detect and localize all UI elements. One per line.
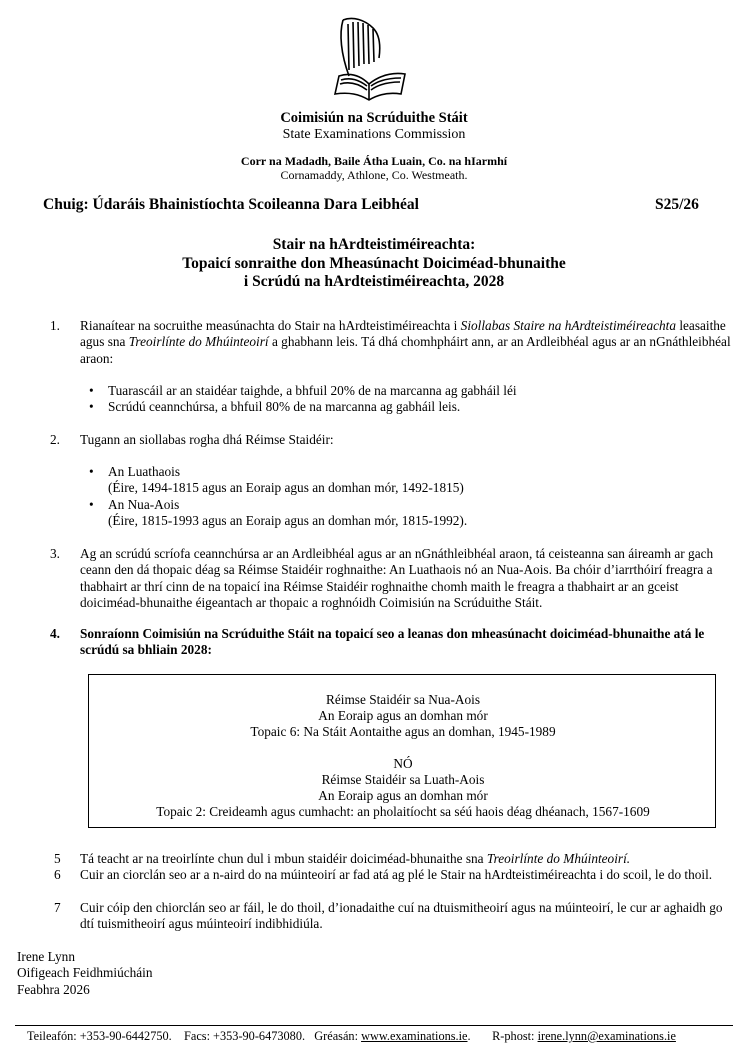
circular-reference: S25/26 xyxy=(655,196,699,213)
list-item: • An Luathaois (Éire, 1494-1815 agus an Eoraip agus an domhan mór, 1492-1815) xyxy=(86,464,726,497)
email-link[interactable]: irene.lynn@examinations.ie xyxy=(537,1029,676,1043)
field-list xyxy=(86,464,726,529)
addressee: Chuig: Údaráis Bhainistíochta Scoileanna Dara Leibhéal xyxy=(43,196,419,213)
item-number: 5 xyxy=(54,851,61,866)
footer-divider xyxy=(15,1025,733,1026)
field-heading-early-modern: Réimse Staidéir sa Luath-Aois xyxy=(321,772,485,787)
item-6-text: Cuir an ciorclán seo ar a n-aird do na múinteoirí ar fad atá ag plé le Stair na hArdteistiméireachta i do scoil, le do thoil. xyxy=(80,867,713,882)
item-number: 6 xyxy=(54,867,61,882)
component-list xyxy=(86,383,726,416)
topic-early-modern: Topaic 2: Creideamh agus cumhacht: an pholaitíocht sa séú haois déag dhéanach, 1567-1609 xyxy=(156,804,650,819)
or-separator: NÓ xyxy=(393,756,413,771)
footer-email-label: R-phost: xyxy=(492,1029,535,1043)
title-line-2: Topaicí sonraithe don Mheasúnacht Doiciméad-bhunaithe xyxy=(182,254,566,272)
org-name-gaelic: Coimisiún na Scrúduithe Stáit xyxy=(280,110,468,126)
guidelines-title: Treoirlínte do Mhúinteoirí xyxy=(128,334,269,350)
list-item: • Scrúdú ceannchúrsa, a bhfuil 80% de na marcanna ag gabháil leis. xyxy=(86,399,726,415)
item-number: 2. xyxy=(50,432,60,447)
list-item: • An Nua-Aois (Éire, 1815-1993 agus an Eoraip agus an domhan mór, 1815-1992). xyxy=(86,497,726,530)
letter-date: Feabhra 2026 xyxy=(17,981,90,997)
item-number: 7 xyxy=(54,900,61,915)
footer-contact: Teileafón: +353-90-6442750. Facs: +353-90-6473080. Gréasán: www.examinations.ie. R-phost: irene.lynn@examinations.ie xyxy=(27,1029,676,1043)
signatory-name: Irene Lynn xyxy=(17,949,75,964)
guidelines-title: Treoirlínte do Mhúinteoirí. xyxy=(486,851,631,866)
item-number: 1. xyxy=(50,318,60,333)
item-5-text: Tá teacht ar na treoirlínte chun dul i mbun staidéir doiciméad-bhunaithe sna Treoirlínte do Mhúinteoirí. xyxy=(80,851,631,866)
item-1-text: Rianaítear na socruithe measúnachta do Stair na hArdteistiméireachta i Siollabas Staire na hArdteistiméireachta leasaithe agus sna Treoirlínte do Mhúinteoirí a ghabhann leis. Tá dhá chomhpháirt ann, ar an Ardleibhéal agus ar an nGnáthleibhéal araon: xyxy=(80,318,731,366)
website-link[interactable]: www.examinations.ie xyxy=(361,1029,468,1043)
item-3-text: Ag an scrúdú scríofa ceannchúrsa ar an Ardleibhéal agus ar an nGnáthleibhéal araon, tá ceisteanna san áireamh ar gach ceann den dá thopaic déag sa Réimse Staidéir roghnaithe: An Luathaois nó an Nua-Aois. Ba chóir d’iarrthóirí freagra a thabhairt ar thrí cinn de na topaicí ina Réimse Staidéir roghnaithe chomh maith le freagra a thabhairt ar an gceist doiciméad-bhunaithe éigeantach ar thopaic a roghnóidh Coimisiún na Scrúduithe Stáit. xyxy=(80,546,714,610)
item-4-text: Sonraíonn Coimisiún na Scrúduithe Stáit na topaicí seo a leanas don mheasúnacht doiciméad-bhunaithe atá le scrúdú sa bhliain 2028: xyxy=(80,626,705,658)
topic-modern: Topaic 6: Na Stáit Aontaithe agus an domhan, 1945-1989 xyxy=(250,724,556,739)
harp-logo xyxy=(329,14,411,102)
topic-box xyxy=(88,674,716,828)
item-2-text: Tugann an siollabas rogha dhá Réimse Staidéir: xyxy=(80,432,334,447)
footer-web-label: Gréasán: xyxy=(314,1029,358,1043)
title-line-3: i Scrúdú na hArdteistiméireachta, 2028 xyxy=(243,273,505,290)
field-heading-modern: Réimse Staidéir sa Nua-Aois xyxy=(326,692,480,707)
syllabus-title: Siollabas Staire na hArdteistiméireachta xyxy=(460,318,676,333)
signature-block xyxy=(17,949,153,998)
scope-modern: An Eoraip agus an domhan mór xyxy=(318,708,488,723)
footer-phone: Teileafón: +353-90-6442750. xyxy=(27,1029,172,1043)
scope-early-modern: An Eoraip agus an domhan mór xyxy=(318,788,488,803)
list-item: • Tuarascáil ar an staidéar taighde, a bhfuil 20% de na marcanna ag gabháil léi xyxy=(86,383,726,399)
item-number: 4. xyxy=(50,626,60,641)
item-7-text: Cuir cóip den chiorclán seo ar fáil, le do thoil, d’ionadaithe cuí na dtuismitheoirí agus na múinteoirí, le cur ar aghaidh go dtí tuismitheoirí agus múinteoirí indibhidiúla. xyxy=(80,900,723,932)
org-name-english: State Examinations Commission xyxy=(282,127,466,142)
page-title xyxy=(0,236,748,292)
address-gaelic: Corr na Madadh, Baile Átha Luain, Co. na hIarmhí xyxy=(240,154,508,168)
signatory-role: Oifigeach Feidhmiúcháin xyxy=(17,965,153,981)
footer-fax: Facs: +353-90-6473080. xyxy=(184,1029,306,1043)
address-english: Cornamaddy, Athlone, Co. Westmeath. xyxy=(280,168,468,182)
item-number: 3. xyxy=(50,546,60,561)
title-line-1: Stair na hArdteistiméireachta: xyxy=(272,236,476,253)
